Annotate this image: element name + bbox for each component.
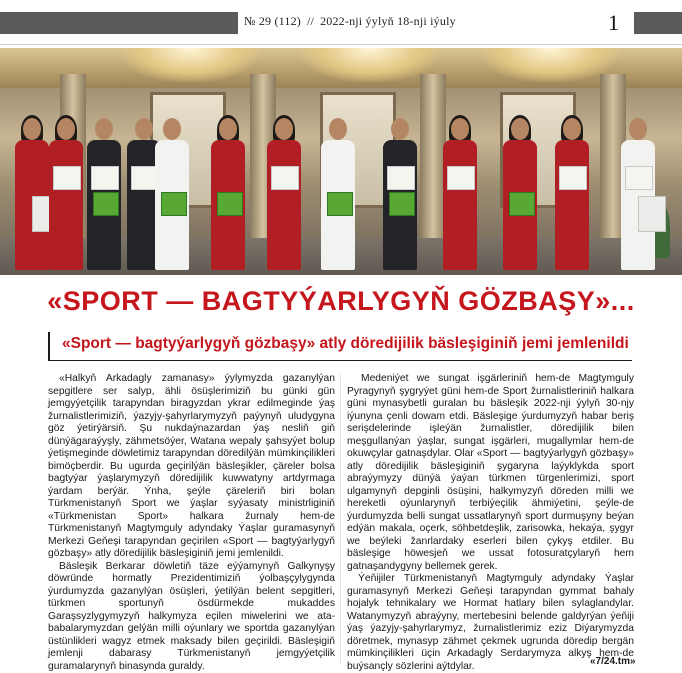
article-headline: «SPORT — BAGTYÝARLYGYŇ GÖZBAŞY»... bbox=[0, 286, 682, 317]
person-figure bbox=[440, 118, 480, 273]
article-source: «7/24.tm» bbox=[590, 656, 636, 667]
award-ceremony-photo bbox=[0, 48, 682, 275]
header-bar-right bbox=[634, 12, 682, 34]
person-figure bbox=[264, 118, 304, 273]
paragraph: «Halkyň Arkadagly zamanasy» ýylymyzda gazanylýan sepgitlere ser salyp, ähli ösüşlerimiziň bu günki gün jemgyýetçilik tarapyndan biragyzdan ykrar edilmeginde ýaş žurnalistlerimiziň, ýazyjy-şahyrlarymyzyň paýynyň uludygyna göz ýetirýärsiň. Şu nukdaýnazardan ýaş nesliň giň dünýägaraýyşly, zähmetsöýer, Watana wepaly şahsyýet bolup ýetişmeginde döwletimiz tarapyndan döredilýän mümkinçilikleri bimöçberdir. Bu ugurda geçirilýän bäsleşikler, çäreler bolsa bagtyýar ýaşlarymyzyň döredijilik kuwwatyny artdyrmaga ýardam berýär. Ýnha, şeýle çäreleriň biri bolan Türkmenistanyň Sport we ýaşlar syýasaty ministrliginiň «Türkmenistan Sport» halkara žurnaly hem-de Türkmenistanyň Magtymguly adyndaky Ýaşlar guramasynyň Merkezi Geňeşi tarapyndan geçirilen «Sport — bagtyýarlygyň gözbaşy» atly döredijilik bäsleşiginiň jemi jemlenildi. bbox=[48, 373, 335, 561]
person-figure bbox=[84, 118, 124, 273]
paragraph: Medeniýet we sungat işgärleriniň hem-de Magtymguly Pyragynyň şygryýet güni hem-de Sport žurnalistleriniň halkara güni mynasybetli guralan bu bäsleşik 2022-nji ýylyň 30-njy iýunyna çenli dowam etdi. Bäsleşige ýurdumyzyň habar beriş serişdelerinde işleýän žurnalistler, döredijilik bilen meşgullanýan ýaşlar, sungat işgärleri, mugallymlar hem-de okuwçylar gatnaşdylar. Olar «Sport — bagtyýarlygyň gözbaşy» atly döredijilik bäsleşiginiň şygaryna laýyklykda sport abraýymyzy dünýä ýaýan türkmen türgenlerimizi, sport ulgamynyň depginli ösüşini, halkymyzyň döreden milli we hereketli oýunlarynyň terbiýeçilik ähmiýetini, şeýle-de ýurdumyzda belli sungat ussatlarynyň sport durmuşyny beýan edýän makala, oçerk, söhbetdeşlik, zarisowka, hekaýa, şygyr we beýleki žanrlardaky eserleri bilen çykyş etdiler. Bu bäsleşige höwesjeň we ussat fotosuratçylaryň hem gatnaşandygyny bellemek gerek. bbox=[347, 373, 634, 573]
paragraph: Bäsleşik Berkarar döwletiň täze eýýamynyň Galkynyşy döwründe hormatly Prezidentimiziň ýolbaşçylygynda ýurdumyzda gazanylýan ösüşleri, ýetilýän belent sepgitleri, türkmen sportunyň ösdürmekde mukaddes Garaşsyzlygymyzyň halkymyza eçilen miwelerini we ata-babalarymyzdan gelýän milli oýunlary we sportda gazanylýan üstünlikleri wagyz etmek maksady bilen geçirildi. Bäsleşigiň jemlenji dabarasy Türkmenistanyň jemgyýetçilik guramalarynyň binasynda guraldy. bbox=[48, 561, 335, 673]
person-figure bbox=[618, 118, 658, 273]
page-number: 1 bbox=[608, 10, 619, 36]
person-figure bbox=[208, 118, 248, 273]
person-figure bbox=[552, 118, 592, 273]
person-figure bbox=[380, 118, 420, 273]
article-subheadline: «Sport — bagtyýarlygyň gözbaşy» atly döredijilik bäsleşiginiň jemi jemlenildi bbox=[62, 335, 632, 353]
person-figure bbox=[318, 118, 358, 273]
header-rule bbox=[0, 44, 682, 45]
page-header bbox=[0, 0, 682, 44]
chandelier-icon bbox=[120, 48, 260, 82]
issue-separator: // bbox=[307, 14, 314, 28]
subheadline-left-rule bbox=[48, 332, 50, 360]
article-subheadline-box bbox=[48, 324, 632, 361]
paragraph: Ýeňijiler Türkmenistanyň Magtymguly adyndaky Ýaşlar guramasynyň Merkezi Geňeşi tarapyndan gymmat bahaly hojalyk tehnikalary we Hormat hatlary bilen sylaglandylar. Watanymyzyň abraýyny, mertebesini belende galdyrýan ýeňiji ýaş ýazyjy-şahyrlarymyz, žurnalistlerimiz eziz Diýarymyzda döretmek, mynasyp zähmet çekmek ugrunda döredip bergän mümkinçilikleri üçin Arkadagly Serdarymyza alkyş hem-de buýsançly sözlerini aýtdylar. bbox=[347, 573, 634, 673]
chandelier-icon bbox=[480, 48, 620, 82]
header-bar-left bbox=[0, 12, 238, 34]
person-figure bbox=[152, 118, 192, 273]
person-figure bbox=[46, 118, 86, 273]
issue-info bbox=[244, 14, 456, 34]
person-figure bbox=[500, 118, 540, 273]
chandelier-icon bbox=[300, 48, 440, 82]
issue-date: 2022-nji ýylyň 18-nji iýuly bbox=[320, 14, 456, 28]
article-column-right bbox=[347, 373, 634, 673]
article-column-left bbox=[48, 373, 335, 673]
column-divider bbox=[340, 373, 341, 663]
issue-number: № 29 (112) bbox=[244, 14, 301, 28]
subheadline-bottom-rule bbox=[48, 360, 632, 361]
